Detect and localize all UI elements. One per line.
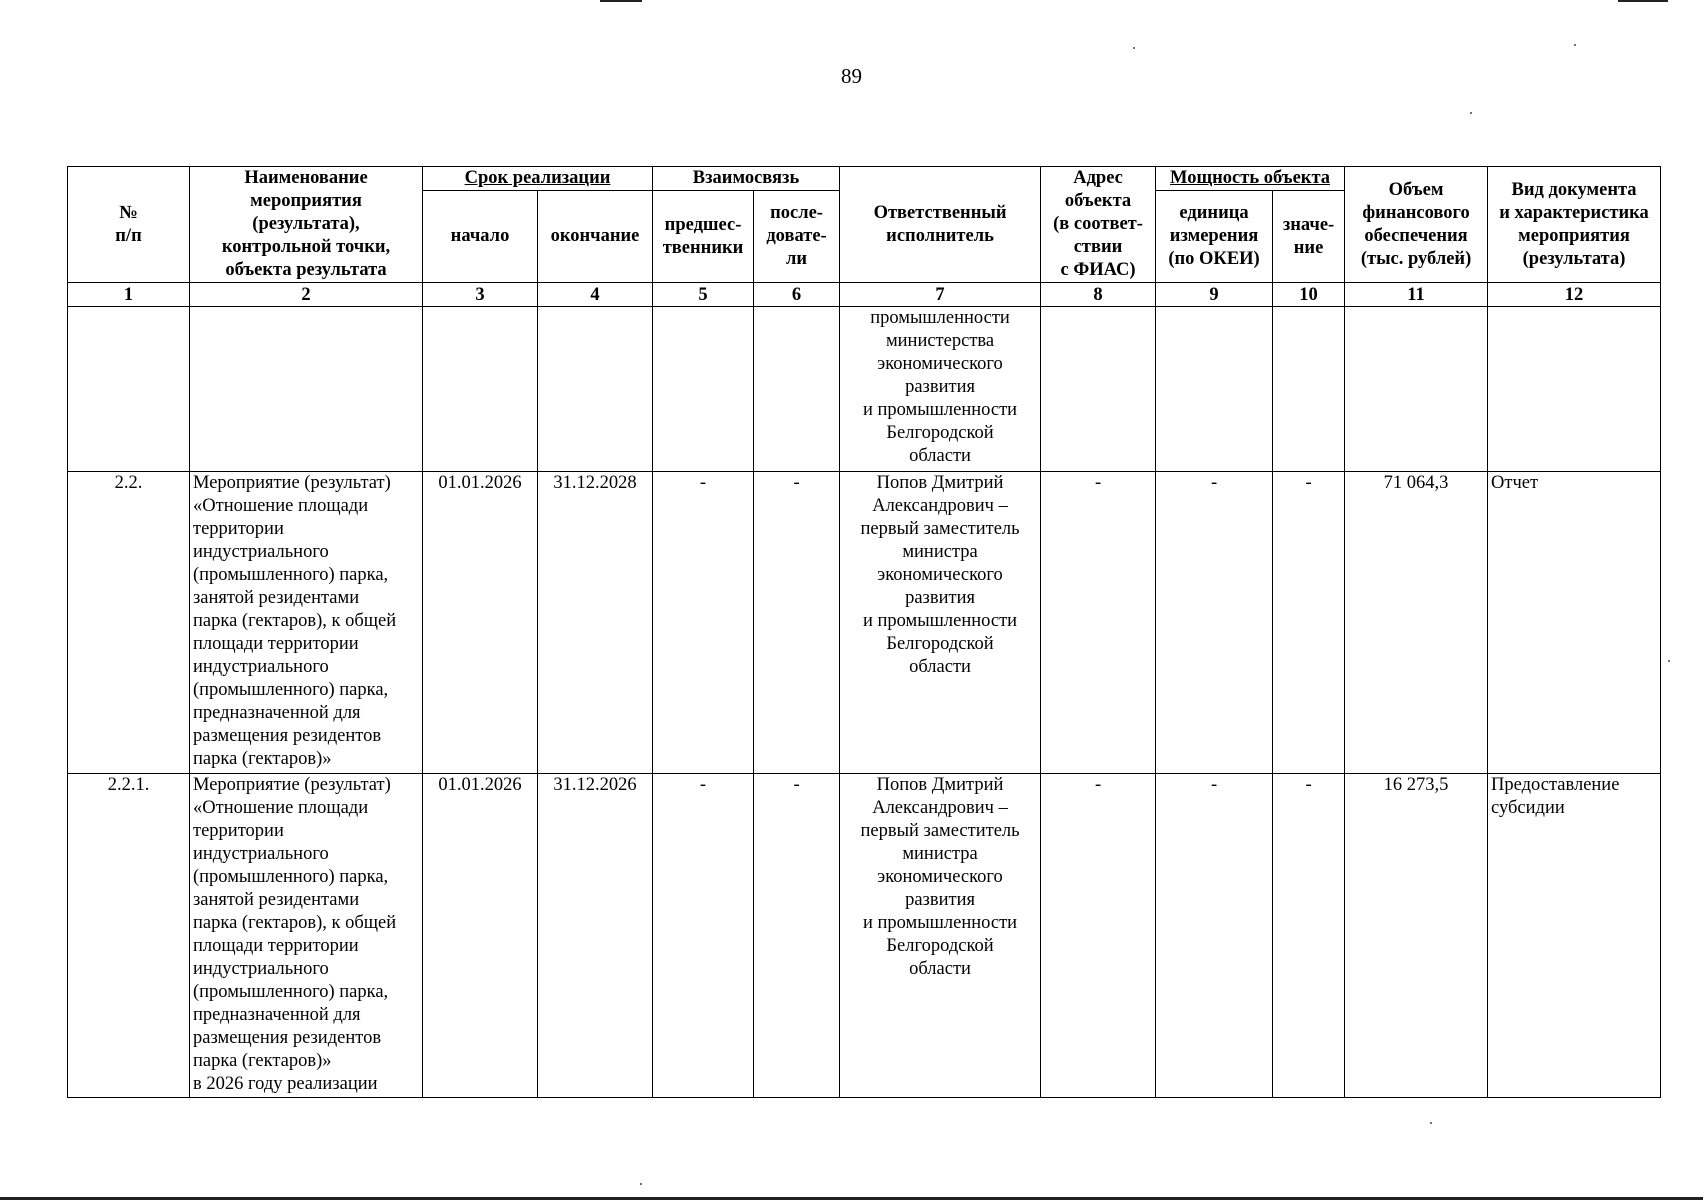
scan-speck: [1668, 660, 1670, 662]
column-number: 2: [190, 283, 423, 307]
cell-document: Предоставление субсидии: [1488, 774, 1661, 1098]
cell-successors: -: [754, 774, 840, 1098]
header-unit: единица измерения (по ОКЕИ): [1156, 191, 1273, 283]
scan-speck: [1470, 112, 1472, 114]
column-number: 4: [538, 283, 653, 307]
column-number: 9: [1156, 283, 1273, 307]
cell-successors: -: [754, 472, 840, 774]
cell-finance: 71 064,3: [1345, 472, 1488, 774]
header-capacity-label: Мощность объекта: [1170, 168, 1331, 188]
scan-speck: [1430, 1122, 1432, 1124]
cell-value: [1273, 307, 1345, 472]
header-address: Адрес объекта (в соответ- ствии с ФИАС): [1041, 167, 1156, 283]
column-number: 7: [840, 283, 1041, 307]
column-number: 5: [653, 283, 754, 307]
cell-predecessors: -: [653, 774, 754, 1098]
cell-responsible: промышленности министерства экономического развития и промышленности Белгородской области: [840, 307, 1041, 472]
cell-end: [538, 307, 653, 472]
cell-end: 31.12.2028: [538, 472, 653, 774]
header-document: Вид документа и характеристика мероприятия (результата): [1488, 167, 1661, 283]
cell-unit: [1156, 307, 1273, 472]
scan-edge-mark: [1618, 0, 1668, 2]
cell-finance: [1345, 307, 1488, 472]
header-link-group: [653, 167, 840, 191]
cell-value: -: [1273, 774, 1345, 1098]
cell-start: [423, 307, 538, 472]
page-number: 89: [841, 64, 862, 88]
cell-address: -: [1041, 472, 1156, 774]
cell-name: [190, 307, 423, 472]
column-number: 8: [1041, 283, 1156, 307]
scan-speck: [640, 1183, 642, 1185]
cell-end: 31.12.2026: [538, 774, 653, 1098]
header-num: № п/п: [68, 167, 190, 283]
header-name: Наименование мероприятия (результата), контрольной точки, объекта результата: [190, 167, 423, 283]
activities-table: [67, 166, 1661, 1098]
cell-responsible: Попов Дмитрий Александрович – первый заместитель министра экономического развития и промышленности Белгородской области: [840, 472, 1041, 774]
header-finance: Объем финансового обеспечения (тыс. рублей): [1345, 167, 1488, 283]
cell-num: 2.2.: [68, 472, 190, 774]
cell-predecessors: [653, 307, 754, 472]
header-value: значе- ние: [1273, 191, 1345, 283]
cell-address: [1041, 307, 1156, 472]
header-end: окончание: [538, 191, 653, 283]
cell-successors: [754, 307, 840, 472]
header-responsible: Ответственный исполнитель: [840, 167, 1041, 283]
header-start: начало: [423, 191, 538, 283]
cell-name: Мероприятие (результат) «Отношение площади территории индустриального (промышленного) парка, занятой резидентами парка (гектаров), к общей площади территории индустриального (промышленного) парка, предназначенной для размещения резидентов парка (гектаров)»: [190, 472, 423, 774]
cell-name: Мероприятие (результат) «Отношение площади территории индустриального (промышленного) парка, занятой резидентами парка (гектаров), к общей площади территории индустриального (промышленного) парка, предназначенной для размещения резидентов парка (гектаров)» в 2026 году реализации: [190, 774, 423, 1098]
cell-unit: -: [1156, 472, 1273, 774]
scan-speck: [1133, 47, 1135, 49]
header-capacity-group: [1156, 167, 1345, 191]
table-row: [68, 774, 1661, 1098]
header-link-label: Взаимосвязь: [692, 168, 800, 188]
cell-responsible: Попов Дмитрий Александрович – первый заместитель министра экономического развития и промышленности Белгородской области: [840, 774, 1041, 1098]
table-row: [68, 472, 1661, 774]
column-number: 11: [1345, 283, 1488, 307]
cell-num: [68, 307, 190, 472]
cell-document: Отчет: [1488, 472, 1661, 774]
cell-document: [1488, 307, 1661, 472]
table-row: [68, 307, 1661, 472]
header-term-group: [423, 167, 653, 191]
header-predecessors: предшес- твенники: [653, 191, 754, 283]
column-number: 10: [1273, 283, 1345, 307]
column-number: 1: [68, 283, 190, 307]
cell-unit: -: [1156, 774, 1273, 1098]
scan-edge-mark: [600, 0, 642, 2]
header-row-top: [68, 167, 1661, 191]
header-successors: после- довате- ли: [754, 191, 840, 283]
cell-start: 01.01.2026: [423, 472, 538, 774]
column-number: 12: [1488, 283, 1661, 307]
column-number: 3: [423, 283, 538, 307]
scan-speck: [1574, 44, 1576, 46]
cell-address: -: [1041, 774, 1156, 1098]
cell-num: 2.2.1.: [68, 774, 190, 1098]
cell-start: 01.01.2026: [423, 774, 538, 1098]
column-number-row: [68, 283, 1661, 307]
column-number: 6: [754, 283, 840, 307]
cell-predecessors: -: [653, 472, 754, 774]
cell-finance: 16 273,5: [1345, 774, 1488, 1098]
header-term-label: Срок реализации: [464, 168, 611, 188]
cell-value: -: [1273, 472, 1345, 774]
